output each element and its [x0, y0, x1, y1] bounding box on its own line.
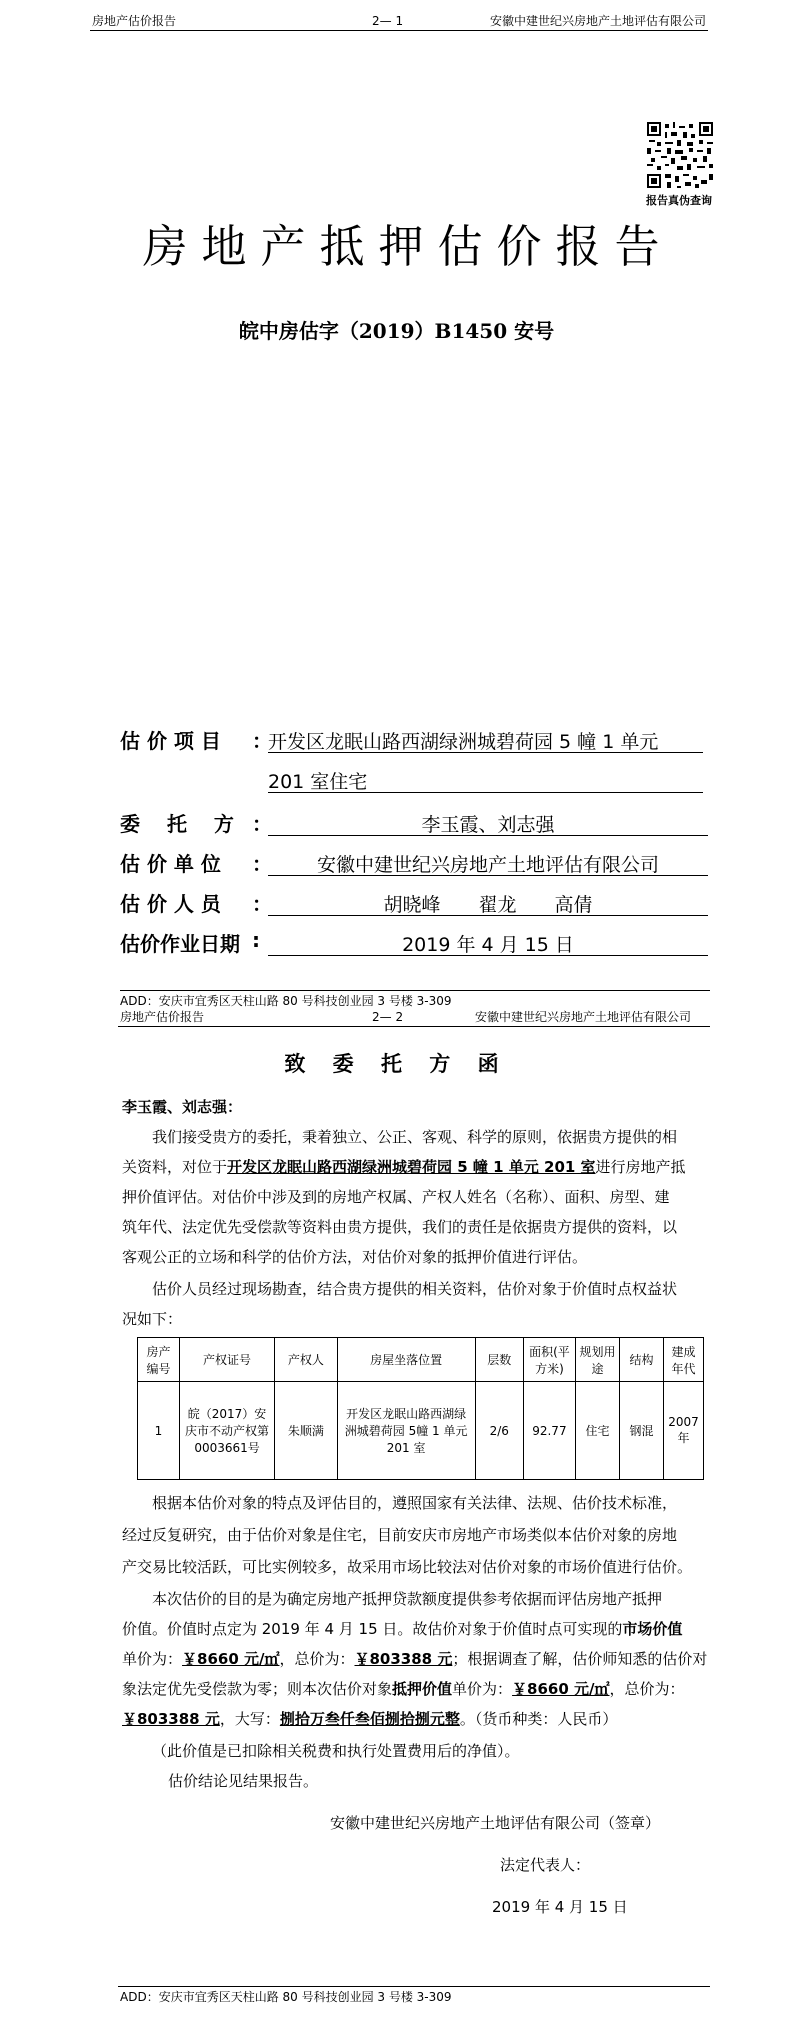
table-header-cell: 面积(平方米)	[523, 1338, 575, 1382]
table-cell: 开发区龙眠山路西湖绿洲城碧荷园 5幢 1 单元 201 室	[337, 1382, 475, 1480]
paragraph-line: 本次估价的目的是为确定房地产抵押贷款额度提供参考依据而评估房地产抵押	[152, 1590, 663, 1608]
footer-address: ADD：安庆市宜秀区天柱山路 80 号科技创业园 3 号楼 3-309	[120, 994, 452, 1008]
field-label-project: 估 价 项 目	[120, 729, 221, 753]
table-header-cell: 产权人	[275, 1338, 337, 1382]
mortgage-unit-price: ￥8660 元/㎡	[512, 1680, 610, 1698]
table-header-cell: 建成年代	[664, 1338, 704, 1382]
report-title: 房地产抵押估价报告	[142, 220, 674, 273]
mortgage-total-price: ￥803388 元	[122, 1710, 220, 1728]
signature-representative: 法定代表人：	[500, 1856, 591, 1874]
table-header-cell: 层数	[475, 1338, 523, 1382]
paragraph-line: 象法定优先受偿款为零；则本次估价对象抵押价值单价为：￥8660 元/㎡，总价为：	[122, 1680, 685, 1698]
header-page-number: 2— 1	[372, 14, 404, 28]
footer-address: ADD：安庆市宜秀区天柱山路 80 号科技创业园 3 号楼 3-309	[120, 1990, 452, 2004]
field-colon: ：	[252, 812, 272, 836]
field-label-appraiser-firm: 估 价 单 位	[120, 852, 221, 876]
paragraph-line: 押价值评估。对估价中涉及到的房地产权属、产权人姓名（名称）、面积、房型、建	[122, 1188, 670, 1206]
paragraph-line: 筑年代、法定优先受偿款等资料由贵方提供，我们的责任是依据贵方提供的资料，以	[122, 1218, 678, 1236]
paragraph-line: 况如下：	[122, 1310, 183, 1328]
table-cell: 2007年	[664, 1382, 704, 1480]
report-number: 皖中房估字（2019）B1450 安号	[238, 319, 555, 343]
header-left: 房地产估价报告	[92, 14, 177, 28]
field-value-project: 开发区龙眠山路西湖绿洲城碧荷园 5 幢 1 单元	[268, 731, 659, 753]
field-colon: ：	[252, 892, 272, 916]
property-address: 开发区龙眠山路西湖绿洲城碧荷园 5 幢 1 单元 201 室	[227, 1158, 596, 1176]
paragraph-line: 估价结论见结果报告。	[168, 1772, 319, 1790]
field-underline	[268, 875, 708, 876]
field-label-work-date: 估价作业日期	[120, 932, 240, 956]
paragraph-line: 我们接受贵方的委托，秉着独立、公正、客观、科学的原则，依据贵方提供的相	[152, 1128, 678, 1146]
table-cell: 2/6	[475, 1382, 523, 1480]
table-header-cell: 结构	[620, 1338, 664, 1382]
table-header-cell: 房屋坐落位置	[337, 1338, 475, 1382]
table-header-row	[138, 1338, 704, 1382]
field-value-client: 李玉霞、刘志强	[421, 814, 555, 836]
field-value-project-line2: 201 室住宅	[268, 771, 368, 793]
header-right: 安徽中建世纪兴房地产土地评估有限公司	[475, 1010, 692, 1024]
market-total-price: ￥803388 元	[354, 1650, 453, 1668]
paragraph-line: 单价为：￥8660 元/㎡，总价为：￥803388 元；根据调查了解，估价师知悉的估价对	[122, 1650, 708, 1668]
field-label-client: 委 托 方	[120, 812, 234, 836]
field-colon: :	[252, 928, 260, 952]
header-right: 安徽中建世纪兴房地产土地评估有限公司	[490, 14, 707, 28]
field-underline	[268, 792, 703, 793]
field-underline	[268, 752, 703, 753]
paragraph-line: 客观公正的立场和科学的估价方法，对估价对象的抵押价值进行评估。	[122, 1248, 588, 1266]
header-left: 房地产估价报告	[120, 1010, 205, 1024]
field-value-appraiser-firm: 安徽中建世纪兴房地产土地评估有限公司	[316, 854, 659, 876]
field-colon: ：	[252, 729, 272, 753]
field-underline	[268, 915, 708, 916]
paragraph-line: 经过反复研究，由于估价对象是住宅，目前安庆市房地产市场类似本估价对象的房地	[122, 1526, 678, 1544]
paragraph-line: （此价值是已扣除相关税费和执行处置费用后的净值）。	[152, 1742, 520, 1760]
field-value-appraisers: 胡晓峰 翟龙 高倩	[383, 894, 593, 916]
amount-in-words: 捌拾万叁仟叁佰捌拾捌元整	[279, 1710, 460, 1728]
market-unit-price: ￥8660 元/㎡	[182, 1650, 280, 1668]
qr-caption: 报告真伪查询	[646, 194, 712, 207]
field-underline	[268, 955, 708, 956]
table-cell: 皖（2017）安庆市不动产权第 0003661号	[179, 1382, 274, 1480]
table-row	[138, 1382, 704, 1480]
field-colon: ：	[252, 852, 272, 876]
field-value-work-date: 2019 年 4 月 15 日	[402, 934, 574, 956]
table-cell: 住宅	[576, 1382, 620, 1480]
letter-title: 致 委 托 方 函	[284, 1051, 509, 1076]
table-cell: 1	[138, 1382, 180, 1480]
table-cell: 92.77	[523, 1382, 575, 1480]
table-header-cell: 规划用途	[576, 1338, 620, 1382]
paragraph-line: 关资料，对位于开发区龙眠山路西湖绿洲城碧荷园 5 幢 1 单元 201 室进行房地产抵	[122, 1158, 686, 1176]
paragraph-line: 产交易比较活跃，可比实例较多，故采用市场比较法对估价对象的市场价值进行估价。	[122, 1558, 693, 1576]
header-rule	[90, 30, 708, 31]
header-rule	[118, 1026, 710, 1027]
qr-code-icon	[647, 122, 713, 188]
salutation: 李玉霞、刘志强：	[122, 1098, 243, 1116]
signature-date: 2019 年 4 月 15 日	[492, 1898, 628, 1916]
signature-company: 安徽中建世纪兴房地产土地评估有限公司（签章）	[330, 1814, 661, 1832]
paragraph-line: 根据本估价对象的特点及评估目的，遵照国家有关法律、法规、估价技术标准，	[152, 1494, 678, 1512]
table-header-cell: 房产编号	[138, 1338, 180, 1382]
footer-rule	[118, 1986, 710, 1987]
paragraph-line: 价值。价值时点定为 2019 年 4 月 15 日。故估价对象于价值时点可实现的市场价值	[122, 1620, 683, 1638]
paragraph-line: ￥803388 元，大写：捌拾万叁仟叁佰捌拾捌元整。（货币种类：人民币）	[122, 1710, 618, 1728]
table-header-cell: 产权证号	[179, 1338, 274, 1382]
field-label-appraisers: 估 价 人 员	[120, 892, 221, 916]
table-cell: 钢混	[620, 1382, 664, 1480]
header-page-number: 2— 2	[372, 1010, 404, 1024]
property-table	[137, 1337, 704, 1480]
table-cell: 朱顺满	[275, 1382, 337, 1480]
footer-rule	[120, 990, 710, 991]
field-underline	[268, 835, 708, 836]
paragraph-line: 估价人员经过现场勘查，结合贵方提供的相关资料，估价对象于价值时点权益状	[152, 1280, 678, 1298]
